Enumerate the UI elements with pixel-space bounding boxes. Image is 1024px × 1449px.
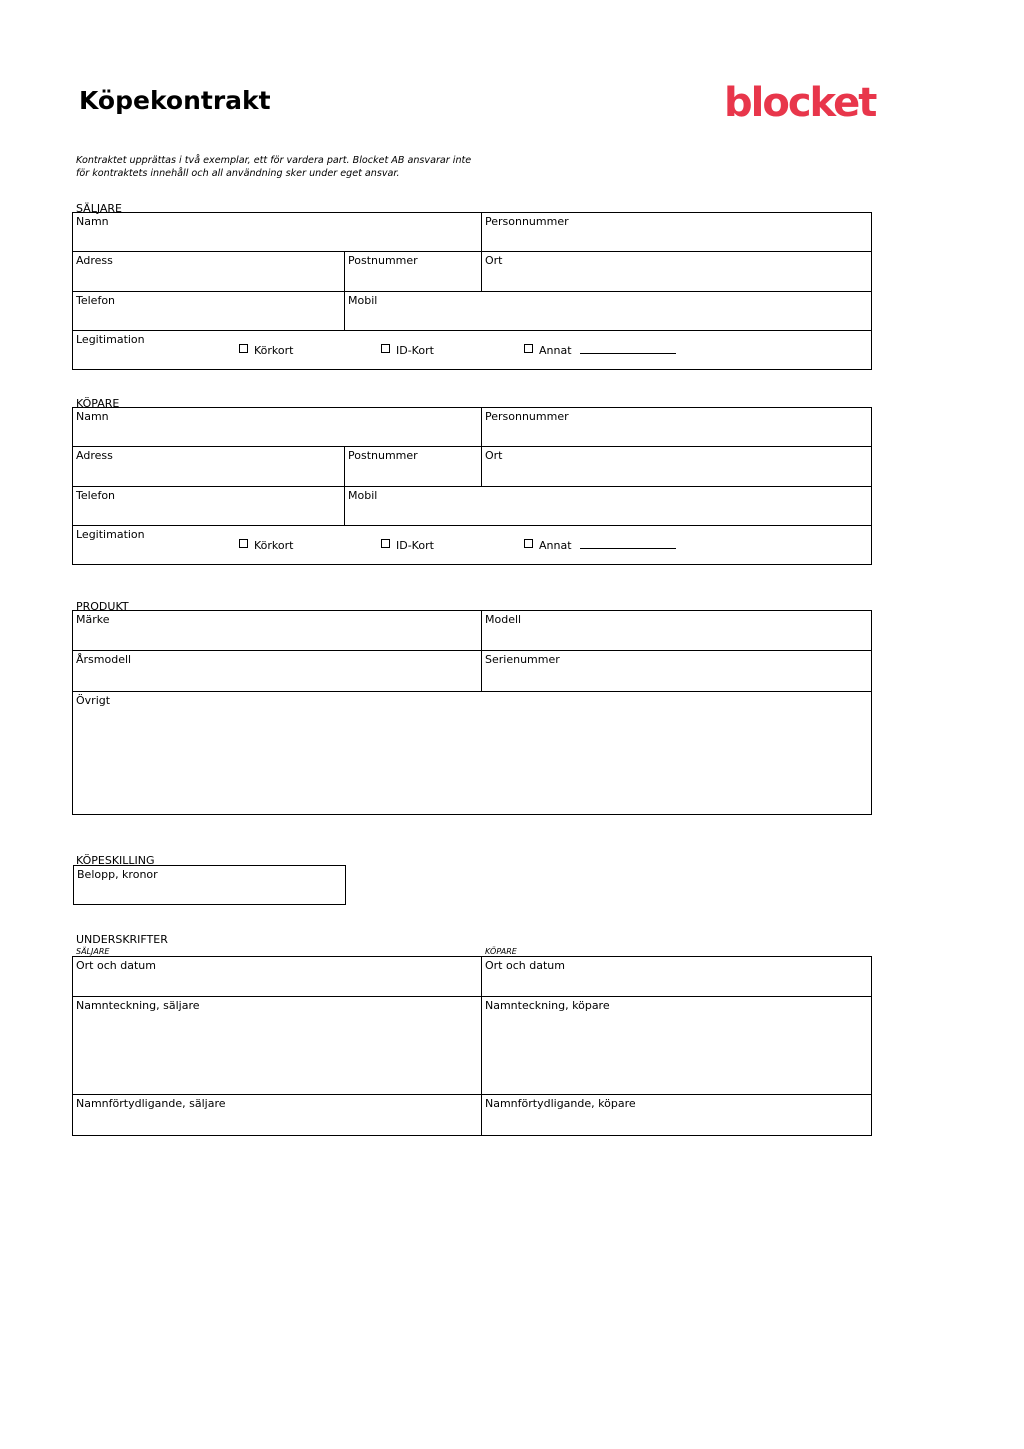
label: Postnummer	[348, 254, 418, 267]
annat-line[interactable]	[580, 344, 676, 354]
buyer-print-name-field[interactable]	[481, 1094, 872, 1136]
price-amount-field[interactable]	[73, 865, 346, 905]
label: Körkort	[254, 539, 294, 552]
buyer-address-field[interactable]	[72, 446, 345, 487]
signatures-heading: UNDERSKRIFTER	[76, 933, 168, 946]
intro-line-2: för kontraktets innehåll och all användning sker under eget ansvar.	[76, 168, 400, 179]
seller-checkbox-korkort[interactable]	[239, 344, 293, 357]
label: Mobil	[348, 294, 378, 307]
price-table	[73, 865, 346, 905]
label: Adress	[76, 449, 113, 462]
label: ID-Kort	[396, 344, 434, 357]
buyer-mobile-field[interactable]	[344, 486, 872, 526]
label: Namn	[76, 410, 109, 423]
product-year-field[interactable]	[72, 650, 482, 692]
seller-place-date-field[interactable]	[72, 956, 482, 997]
label: Legitimation	[76, 333, 145, 346]
signatures-table	[73, 957, 873, 1137]
label: Årsmodell	[76, 653, 132, 666]
label: Legitimation	[76, 528, 145, 541]
label: Personnummer	[485, 215, 569, 228]
label: Mobil	[348, 489, 378, 502]
label: Annat	[539, 539, 572, 552]
intro-text	[76, 154, 496, 180]
seller-checkbox-annat[interactable]	[524, 344, 676, 357]
label: Modell	[485, 613, 522, 626]
seller-heading: SÄLJARE	[76, 202, 123, 215]
buyer-signature-field[interactable]	[481, 996, 872, 1095]
buyer-postal-field[interactable]	[344, 446, 482, 487]
buyer-checkbox-korkort[interactable]	[239, 539, 293, 552]
seller-postal-field[interactable]	[344, 251, 482, 292]
label: Ort	[485, 254, 503, 267]
label: Telefon	[76, 489, 116, 502]
label: Körkort	[254, 344, 294, 357]
seller-print-name-field[interactable]	[72, 1094, 482, 1136]
label: Märke	[76, 613, 110, 626]
blocket-logo: blocket	[724, 80, 876, 126]
seller-name-field[interactable]	[72, 212, 482, 252]
buyer-checkbox-idkort[interactable]	[381, 539, 434, 552]
checkbox-icon	[524, 539, 533, 548]
label: Adress	[76, 254, 113, 267]
buyer-place-date-field[interactable]	[481, 956, 872, 997]
product-brand-field[interactable]	[72, 610, 482, 651]
signatures-seller-sub: SÄLJARE	[76, 947, 110, 956]
buyer-name-field[interactable]	[72, 407, 482, 447]
label: Ort	[485, 449, 503, 462]
buyer-table	[73, 408, 873, 566]
product-serial-field[interactable]	[481, 650, 872, 692]
seller-checkbox-idkort[interactable]	[381, 344, 434, 357]
product-table	[73, 611, 873, 816]
buyer-pnr-field[interactable]	[481, 407, 872, 447]
buyer-city-field[interactable]	[481, 446, 872, 487]
product-heading: PRODUKT	[76, 600, 129, 613]
seller-city-field[interactable]	[481, 251, 872, 292]
checkbox-icon	[239, 344, 248, 353]
label: Annat	[539, 344, 572, 357]
page-title: Köpekontrakt	[79, 86, 271, 115]
label: Personnummer	[485, 410, 569, 423]
label: Namnförtydligande, säljare	[76, 1097, 226, 1110]
seller-signature-field[interactable]	[72, 996, 482, 1095]
buyer-heading: KÖPARE	[76, 397, 120, 410]
label: Ort och datum	[76, 959, 156, 972]
intro-line-1: Kontraktet upprättas i två exemplar, ett för vardera part. Blocket AB ansvarar inte	[76, 155, 472, 166]
label: ID-Kort	[396, 539, 434, 552]
label: Namnteckning, säljare	[76, 999, 200, 1012]
seller-pnr-field[interactable]	[481, 212, 872, 252]
price-heading: KÖPESKILLING	[76, 854, 155, 867]
seller-id-field	[72, 330, 872, 370]
product-other-field[interactable]	[72, 691, 872, 815]
seller-address-field[interactable]	[72, 251, 345, 292]
seller-table	[73, 213, 873, 371]
label: Övrigt	[76, 694, 111, 707]
product-model-field[interactable]	[481, 610, 872, 651]
label: Serienummer	[485, 653, 560, 666]
annat-line[interactable]	[580, 539, 676, 549]
label: Namnteckning, köpare	[485, 999, 610, 1012]
label: Ort och datum	[485, 959, 565, 972]
seller-phone-field[interactable]	[72, 291, 345, 331]
checkbox-icon	[239, 539, 248, 548]
buyer-checkbox-annat[interactable]	[524, 539, 676, 552]
label: Namnförtydligande, köpare	[485, 1097, 636, 1110]
buyer-id-field	[72, 525, 872, 565]
label: Postnummer	[348, 449, 418, 462]
label: Namn	[76, 215, 109, 228]
checkbox-icon	[524, 344, 533, 353]
label: Belopp, kronor	[77, 868, 158, 881]
label: Telefon	[76, 294, 116, 307]
buyer-phone-field[interactable]	[72, 486, 345, 526]
signatures-buyer-sub: KÖPARE	[485, 947, 517, 956]
seller-mobile-field[interactable]	[344, 291, 872, 331]
checkbox-icon	[381, 344, 390, 353]
checkbox-icon	[381, 539, 390, 548]
